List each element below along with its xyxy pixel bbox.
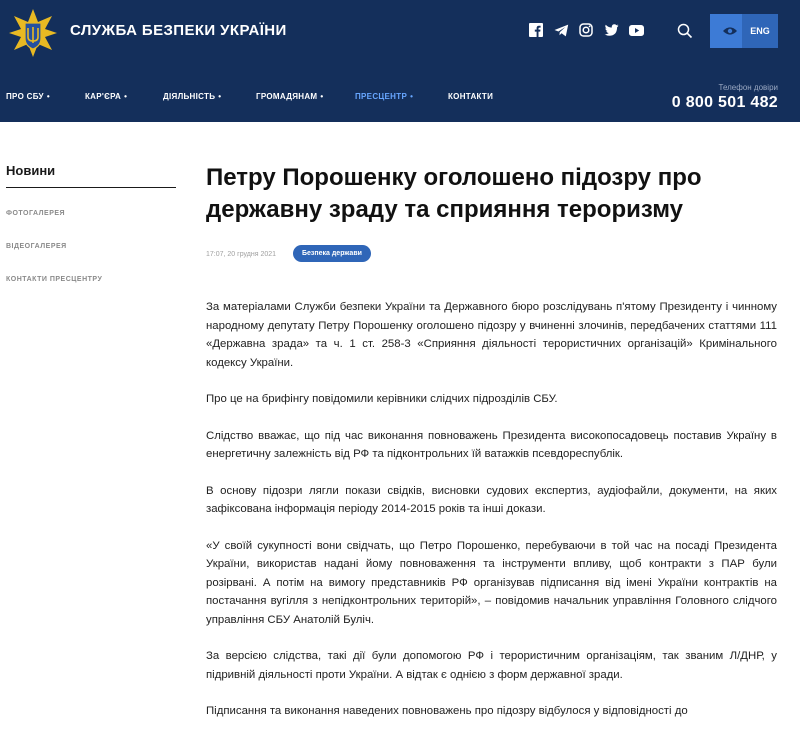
- nav-item-activity[interactable]: ДІЯЛЬНІСТЬ •: [163, 92, 222, 101]
- telegram-icon[interactable]: [553, 22, 569, 38]
- hotline-label: Телефон довіри: [718, 83, 778, 92]
- language-switch-button[interactable]: ENG: [742, 14, 778, 48]
- sidebar-title-news[interactable]: Новини: [6, 163, 176, 188]
- article-date: 17:07, 20 грудня 2021: [206, 251, 277, 258]
- twitter-icon[interactable]: [603, 22, 619, 38]
- article-title: Петру Порошенку оголошено підозру про державну зраду та сприяння тероризму: [206, 164, 702, 223]
- chevron-down-icon: •: [46, 92, 50, 101]
- nav-item-press-center[interactable]: ПРЕСЦЕНТР •: [355, 92, 414, 101]
- chevron-down-icon: •: [124, 92, 128, 101]
- sidebar: [6, 163, 176, 283]
- chevron-down-icon: •: [320, 92, 324, 101]
- social-links: [528, 22, 644, 38]
- nav-item-citizens[interactable]: ГРОМАДЯНАМ •: [256, 92, 324, 101]
- sidebar-link-press-contacts[interactable]: КОНТАКТИ ПРЕСЦЕНТРУ: [6, 276, 103, 283]
- hotline-phone[interactable]: 0 800 501 482: [671, 94, 778, 111]
- youtube-icon[interactable]: [628, 22, 644, 38]
- eye-icon: [722, 26, 738, 36]
- sidebar-link-photo-gallery[interactable]: ФОТОГАЛЕРЕЯ: [6, 210, 66, 217]
- article-paragraph: За матеріалами Служби безпеки України та Державного бюро розслідувань п'ятому Президенту і чинному народному депутату Петру Порошенку оголошено підозру у вчиненні злочинів, передбачених статтями 111 «Державна зрада» та ч. 1 ст. 258-3 «Сприяння діяльності терористичних організацій» Кримінального кодексу України.: [206, 301, 777, 369]
- facebook-icon[interactable]: [528, 22, 544, 38]
- article-paragraph: Підписання та виконання наведених повноважень про підозру відбулося у відповідності до: [206, 705, 688, 717]
- nav-item-about[interactable]: ПРО СБУ •: [6, 92, 50, 101]
- chevron-down-icon: •: [410, 92, 414, 101]
- chevron-down-icon: •: [218, 92, 222, 101]
- article-paragraph: «У своїй сукупності вони свідчать, що Петро Порошенко, перебуваючи в той час на посаді Президента України, використав надані йому повноваження та інструменти впливу, щоб контракти з ПАР були розірвані. А потім на вимогу представників РФ організував підписання від імені України контрактів на постачання вугілля з непідконтрольних територій», – повідомив начальник управління Головного слідчого управління СБУ Анатолій Буліч.: [206, 539, 777, 626]
- site-title[interactable]: СЛУЖБА БЕЗПЕКИ УКРАЇНИ: [70, 22, 287, 39]
- article-body: [206, 298, 777, 739]
- nav-item-career[interactable]: КАР'ЄРА •: [85, 92, 128, 101]
- category-tag[interactable]: Безпека держави: [293, 245, 371, 262]
- instagram-icon[interactable]: [578, 22, 594, 38]
- site-header: [0, 0, 800, 122]
- sidebar-link-video-gallery[interactable]: ВІДЕОГАЛЕРЕЯ: [6, 243, 67, 250]
- article-paragraph: Про це на брифінгу повідомили керівники слідчих підрозділів СБУ.: [206, 393, 558, 405]
- search-icon[interactable]: [676, 22, 694, 40]
- sbu-logo-icon[interactable]: [8, 8, 58, 58]
- article-paragraph: Слідство вважає, що під час виконання повноважень Президента високопосадовець поставив Україну в енергетичну залежність від РФ та підконтрольних їй ватажків псевдореспублік.: [206, 429, 777, 460]
- main-nav: [6, 92, 518, 101]
- article-paragraph: В основу підозри лягли покази свідків, висновки судових експертиз, аудіофайли, документи, на яких зафіксована інформація періоду 2014-2015 років та інші докази.: [206, 484, 777, 515]
- nav-item-contacts[interactable]: КОНТАКТИ: [448, 92, 494, 101]
- article-paragraph: За версією слідства, такі дії були допомогою РФ і терористичним організаціям, так званим Л/ДНР, у підривній діяльності проти України. А відтак є однією з форм державної зради.: [206, 650, 777, 681]
